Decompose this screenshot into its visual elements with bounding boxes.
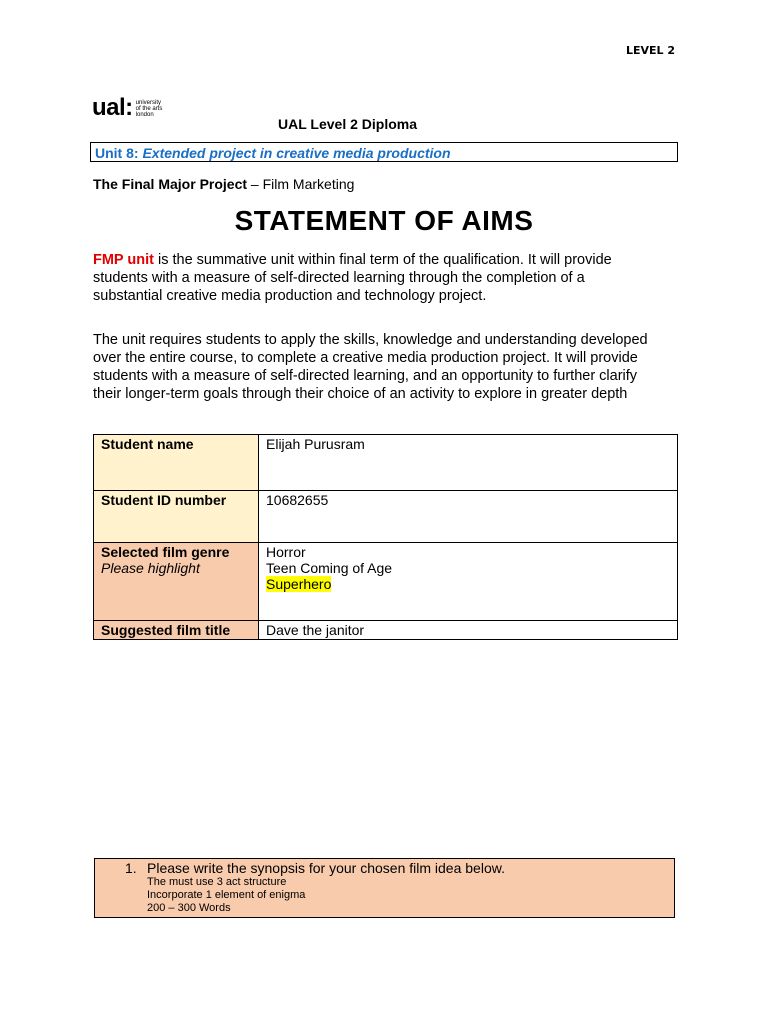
table-row — [94, 543, 678, 621]
student-info-table — [93, 434, 678, 640]
genre-option-superhero[interactable] — [266, 576, 670, 592]
diploma-title: UAL Level 2 Diploma — [278, 116, 418, 132]
synopsis-requirement: 200 – 300 Words — [147, 902, 231, 914]
student-id-field[interactable]: 10682655 — [259, 491, 678, 543]
requirements-paragraph: The unit requires students to apply the skills, knowledge and understanding developed over the entire course, to complete a creative media production project. It will provide students with a measure of self-directed learning, and an opportunity to further clarify their longer-term goals through their choice of an activity to explore in greater depth — [93, 332, 648, 402]
logo-subtitle — [136, 100, 163, 118]
table-row — [94, 491, 678, 543]
table-row — [94, 621, 678, 640]
intro-paragraph — [93, 251, 653, 305]
genre-option-horror[interactable]: Horror — [266, 544, 306, 560]
film-title-label: Suggested film title — [94, 621, 259, 640]
intro-text: is the summative unit within final term of the qualification. It will provide students with a measure of self-directed learning through the completion of a substantial creative media production and technology project. — [93, 252, 612, 304]
logo-sub-line: of the arts — [135, 106, 163, 112]
genre-option-teen[interactable]: Teen Coming of Age — [266, 560, 393, 576]
level-label: LEVEL 2 — [625, 44, 675, 57]
fmp-unit-lead: FMP unit — [93, 252, 154, 268]
logo-sub-line: university — [135, 100, 162, 106]
synopsis-number: 1. — [125, 860, 137, 876]
synopsis-instructions-box — [94, 858, 675, 918]
synopsis-requirement: Incorporate 1 element of enigma — [147, 889, 306, 901]
genre-options — [259, 543, 678, 621]
student-name-field[interactable]: Elijah Purusram — [259, 435, 678, 491]
student-id-label: Student ID number — [94, 491, 259, 543]
page-title: STATEMENT OF AIMS — [234, 205, 534, 236]
genre-label-cell — [94, 543, 259, 621]
logo-sub-line: london — [135, 112, 154, 118]
genre-label: Selected film genre — [101, 544, 230, 560]
synopsis-heading — [125, 860, 674, 876]
unit-banner — [90, 142, 678, 162]
synopsis-heading-text: Please write the synopsis for your chosen film idea below. — [147, 860, 505, 876]
project-topic: Film Marketing — [262, 176, 355, 192]
synopsis-requirement: The must use 3 act structure — [147, 876, 287, 888]
student-name-label: Student name — [94, 435, 259, 491]
unit-prefix: Unit 8: — [95, 145, 139, 161]
project-label: The Final Major Project — [93, 176, 248, 192]
film-title-field[interactable]: Dave the janitor — [259, 621, 678, 640]
project-separator: – — [247, 176, 263, 192]
ual-logo — [92, 96, 162, 120]
table-row — [94, 435, 678, 491]
project-line — [93, 176, 354, 192]
logo-mark: ual: — [92, 94, 133, 121]
unit-title: Extended project in creative media production — [142, 145, 451, 161]
genre-hint: Please highlight — [101, 560, 200, 576]
selected-genre-highlight: Superhero — [266, 576, 332, 592]
